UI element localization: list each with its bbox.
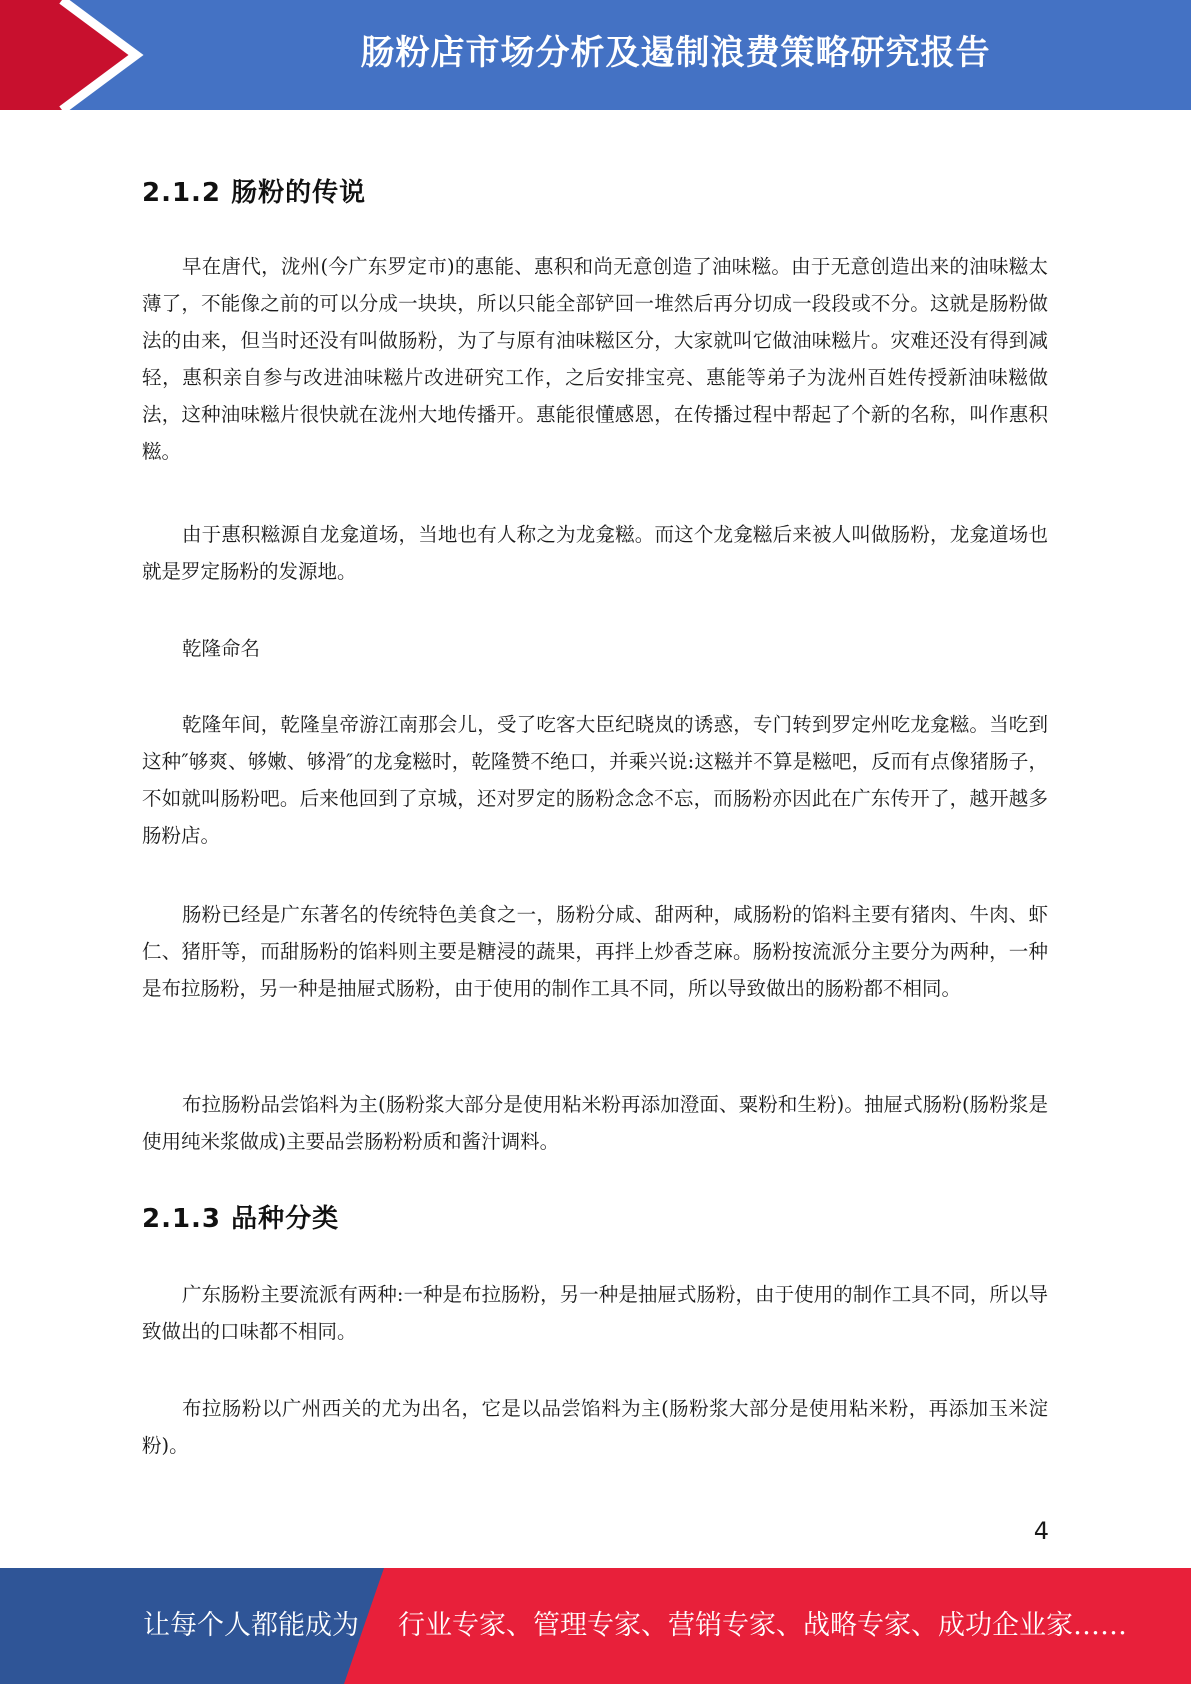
paragraph-origin: 早在唐代，泷州(今广东罗定市)的惠能、惠积和尚无意创造了油味糍。由于无意创造出来的油味糍太薄了，不能像之前的可以分成一块块，所以只能全部铲回一堆然后再分切成一段段或不分。这就是肠粉做法的由来，但当时还没有叫做肠粉，为了与原有油味糍区分，大家就叫它做油味糍片。灾难还没有得到减轻，惠积亲自参与改进油味糍片改进研究工作，之后安排宝亮、惠能等弟子为泷州百姓传授新油味糍做法，这种油味糍片很快就在泷州大地传播开。惠能很懂感恩，在传播过程中帮起了个新的名称，叫作惠积糍。 — [142, 255, 1048, 463]
paragraph-schools: 广东肠粉主要流派有两种:一种是布拉肠粉，另一种是抽屉式肠粉，由于使用的制作工具不同，所以导致做出的口味都不相同。 — [142, 1283, 1048, 1343]
footer-slogan-left: 让每个人都能成为 — [143, 1610, 359, 1641]
page-number: 4 — [1033, 1517, 1049, 1545]
report-title: 肠粉店市场分析及遏制浪费策略研究报告 — [360, 33, 991, 73]
subheading-qianlong: 乾隆命名 — [182, 637, 261, 660]
section-heading-varieties: 2.1.3 品种分类 — [142, 1204, 340, 1234]
paragraph-longkan: 由于惠积糍源自龙龛道场，当地也有人称之为龙龛糍。而这个龙龛糍后来被人叫做肠粉，龙龛道场也就是罗定肠粉的发源地。 — [142, 523, 1048, 583]
paragraph-xiguan: 布拉肠粉以广州西关的尤为出名，它是以品尝馅料为主(肠粉浆大部分是使用粘米粉，再添加玉米淀粉)。 — [142, 1397, 1048, 1457]
page-header — [0, 0, 1191, 110]
paragraph-bula-drawer: 布拉肠粉品尝馅料为主(肠粉浆大部分是使用粘米粉再添加澄面、粟粉和生粉)。抽屉式肠粉(肠粉浆是使用纯米浆做成)主要品尝肠粉粉质和酱汁调料。 — [142, 1093, 1048, 1153]
page-footer — [0, 1568, 1191, 1684]
section-heading-legend: 2.1.2 肠粉的传说 — [142, 178, 367, 208]
header-chevron-decoration — [0, 0, 160, 110]
paragraph-flavors: 肠粉已经是广东著名的传统特色美食之一，肠粉分咸、甜两种，咸肠粉的馅料主要有猪肉、牛肉、虾仁、猪肝等，而甜肠粉的馅料则主要是糖浸的蔬果，再拌上炒香芝麻。肠粉按流派分主要分为两种，一种是布拉肠粉，另一种是抽屉式肠粉，由于使用的制作工具不同，所以导致做出的肠粉都不相同。 — [142, 903, 1048, 1000]
paragraph-qianlong: 乾隆年间，乾隆皇帝游江南那会儿，受了吃客大臣纪晓岚的诱惑，专门转到罗定州吃龙龛糍。当吃到这种″够爽、够嫩、够滑″的龙龛糍时，乾隆赞不绝口，并乘兴说:这糍并不算是糍吧，反而有点像猪肠子，不如就叫肠粉吧。后来他回到了京城，还对罗定的肠粉念念不忘，而肠粉亦因此在广东传开了，越开越多肠粉店。 — [142, 713, 1048, 847]
footer-slogan-right: 行业专家、管理专家、营销专家、战略专家、成功企业家…… — [398, 1610, 1127, 1641]
